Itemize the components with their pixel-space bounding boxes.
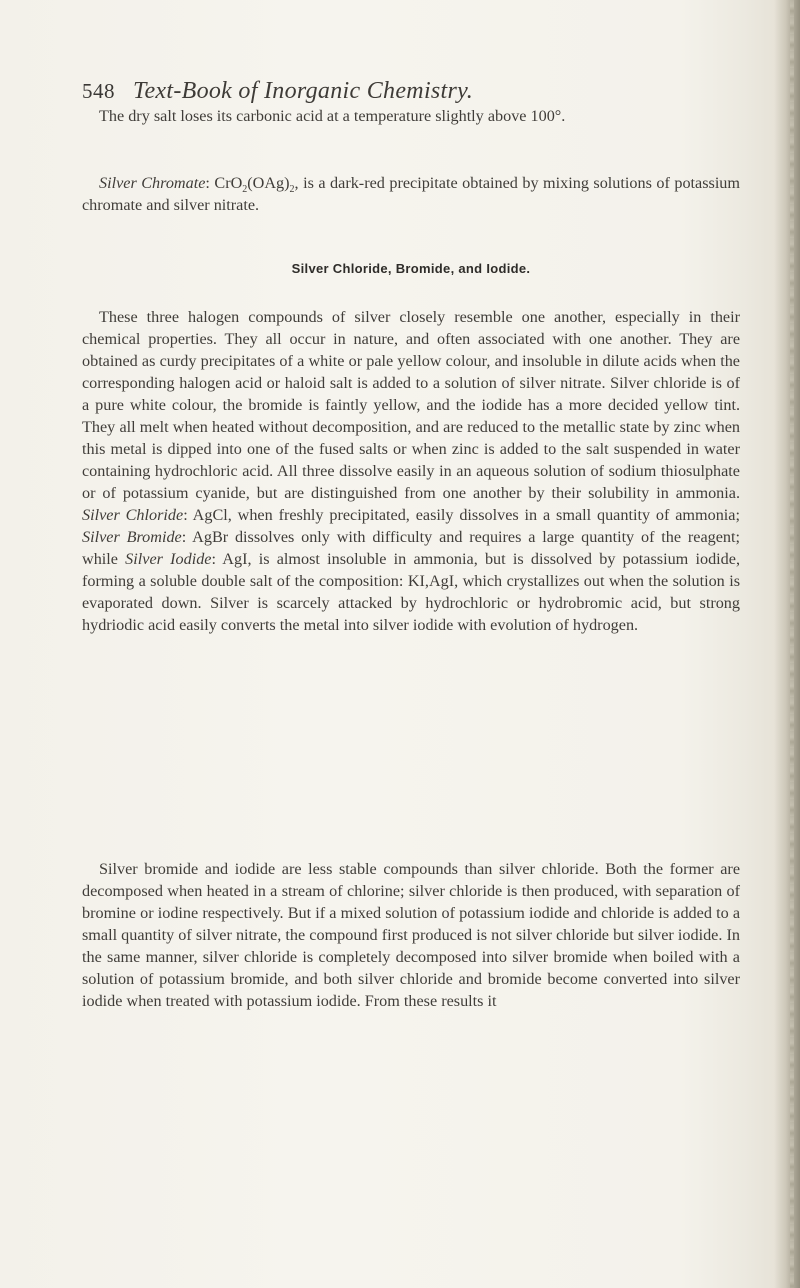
formula-subscript: 2 bbox=[289, 184, 295, 196]
term-silver-chromate: Silver Chromate bbox=[99, 174, 206, 192]
paragraph-silver-chromate bbox=[82, 172, 740, 216]
page-number: 548 bbox=[82, 79, 115, 103]
formula-part: : CrO bbox=[205, 174, 243, 192]
paragraph-text: These three halogen compounds of silver closely resemble one another, especially in their chemical properties. They all occur in nature, and often associated with one another. They are obtained as curdy precipitates of a white or pale yellow colour, and insoluble in dilute acids when the corresponding halogen acid or haloid salt is added to a solution of silver nitrate. Silver chloride is of a pure white colour, the bromide is faintly yellow, and the iodide has a more decided yellow tint. They all melt when heated without decomposition, and are reduced to the metallic state by zinc when this metal is dipped into one of the fused salts or when zinc is added to the salt suspended in water containing hydrochloric acid. All three dissolve easily in an aqueous solution of sodium thiosulphate or of potassium cyanide, but are distinguished from one another by their solubility in ammonia. bbox=[82, 308, 740, 502]
page-header bbox=[82, 78, 722, 108]
paragraph-dry-salt bbox=[82, 105, 740, 127]
paragraph-text: The dry salt loses its carbonic acid at a temperature slightly above 100°. bbox=[99, 107, 566, 125]
paragraph-text: : AgBr dissolves only with difficulty and requires a large quantity of the reagent; while bbox=[82, 528, 740, 568]
paragraph-text: Silver bromide and iodide are less stable compounds than silver chloride. Both the former are decomposed when heated in a stream of chlorine; silver chloride is then produced, with separation of bromine or iodine respectively. But if a mixed solution of potassium iodide and chloride is added to a small quantity of silver nitrate, the compound first produced is not silver chloride but silver iodide. In the same manner, silver chloride is completely decomposed into silver bromide when boiled with a solution of potassium bromide, and both silver chloride and bromide become converted into silver iodide when treated with potassium iodide. From these results it bbox=[82, 860, 740, 1010]
term-silver-chloride: Silver Chloride bbox=[82, 506, 184, 524]
section-heading: Silver Chloride, Bromide, and Iodide. bbox=[291, 261, 531, 276]
running-title: Text-Book of Inorganic Chemistry. bbox=[133, 78, 474, 104]
paragraph-halogen-compounds bbox=[82, 306, 740, 636]
paragraph-text: : AgI, is almost insoluble in ammonia, but is dissolved by potassium iodide, forming a soluble double salt of the composition: KI,AgI, which crystallizes out when the solution is evaporated down. Silver is scarcely attacked by hydrochloric or hydrobromic acid, but strong hydriodic acid easily converts the metal into silver iodide with evolution of hydrogen. bbox=[82, 550, 740, 634]
paragraph-stability bbox=[82, 858, 740, 1012]
term-silver-bromide: Silver Bromide bbox=[82, 528, 182, 546]
page-edge-shadow bbox=[774, 0, 800, 1288]
paragraph-text: : AgCl, when freshly precipitated, easily dissolves in a small quantity of ammonia; bbox=[183, 506, 740, 524]
formula-subscript: 2 bbox=[242, 184, 248, 196]
paragraph-text: , is a dark-red precipitate obtained by mixing solutions of potassium chromate and silver nitrate. bbox=[82, 174, 740, 214]
page-edge-strip bbox=[790, 0, 794, 1288]
term-silver-iodide: Silver Iodide bbox=[125, 550, 212, 568]
formula-part: (OAg) bbox=[247, 174, 290, 192]
